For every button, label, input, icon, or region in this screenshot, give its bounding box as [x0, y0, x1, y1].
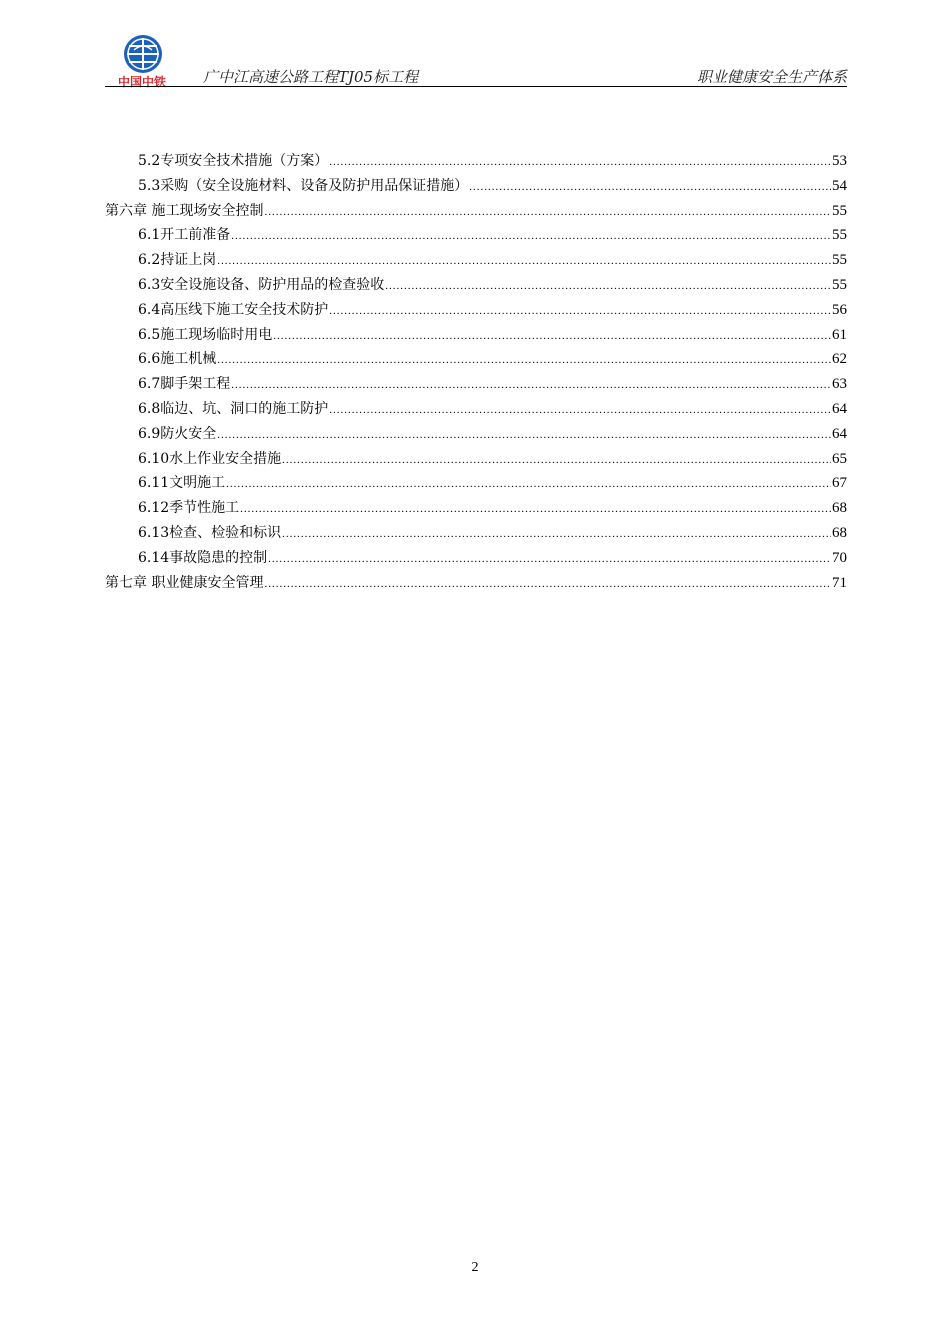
toc-entry-label: 第六章 施工现场安全控制: [105, 202, 264, 219]
toc-dot-leader: [329, 156, 831, 168]
toc-entry-page: 55: [832, 276, 847, 293]
toc-entry-page: 54: [832, 177, 847, 194]
toc-dot-leader: [217, 429, 831, 441]
toc-entry-label: 6.8临边、坑、洞口的施工防护: [138, 400, 329, 417]
toc-section-entry[interactable]: [105, 150, 847, 175]
toc-entry-page: 55: [832, 202, 847, 219]
toc-section-entry[interactable]: [105, 472, 847, 497]
toc-dot-leader: [226, 478, 831, 490]
toc-entry-label: 6.2持证上岗: [138, 252, 217, 269]
toc-entry-page: 55: [832, 252, 847, 269]
toc-section-entry[interactable]: [105, 249, 847, 274]
toc-dot-leader: [329, 404, 831, 416]
toc-dot-leader: [282, 454, 831, 466]
toc-dot-leader: [231, 230, 831, 242]
toc-chapter-entry[interactable]: [105, 572, 847, 597]
toc-entry-page: 64: [832, 400, 847, 417]
page-number: 2: [471, 1260, 479, 1275]
toc-entry-label: 6.9防火安全: [138, 425, 217, 442]
toc-section-entry[interactable]: [105, 373, 847, 398]
toc-entry-page: 53: [832, 153, 847, 169]
toc-dot-leader: [385, 280, 831, 292]
toc-entry-label: 6.14事故隐患的控制: [138, 549, 268, 566]
toc-dot-leader: [329, 305, 831, 317]
toc-entry-label: 6.1开工前准备: [138, 227, 231, 244]
toc-entry-label: 6.10水上作业安全措施: [138, 450, 282, 467]
toc-dot-leader: [264, 578, 831, 590]
toc-section-entry[interactable]: [105, 299, 847, 324]
toc-section-entry[interactable]: [105, 448, 847, 473]
toc-entry-page: 67: [832, 475, 847, 492]
toc-entry-page: 62: [832, 351, 847, 368]
toc-entry-page: 56: [832, 301, 847, 318]
toc-dot-leader: [231, 379, 831, 391]
toc-entry-label: 第七章 职业健康安全管理: [105, 574, 264, 591]
toc-entry-page: 63: [832, 376, 847, 393]
project-title: 广中江高速公路工程TJ05标工程: [203, 68, 419, 86]
toc-section-entry[interactable]: [105, 522, 847, 547]
toc-dot-leader: [217, 354, 831, 366]
toc-entry-label: 6.11文明施工: [138, 475, 226, 492]
table-of-contents: [105, 150, 847, 596]
toc-entry-page: 71: [832, 574, 847, 591]
toc-entry-page: 55: [832, 227, 847, 244]
toc-entry-page: 68: [832, 500, 847, 517]
toc-section-entry[interactable]: [105, 324, 847, 349]
logo-text: 中国中铁: [117, 75, 167, 89]
toc-entry-label: 6.7脚手架工程: [138, 376, 231, 393]
toc-entry-page: 61: [832, 326, 847, 343]
toc-entry-label: 6.4高压线下施工安全技术防护: [138, 301, 329, 318]
toc-entry-label: 6.12季节性施工: [138, 500, 240, 517]
toc-section-entry[interactable]: [105, 348, 847, 373]
toc-dot-leader: [217, 255, 831, 267]
toc-entry-label: 6.3安全设施设备、防护用品的检查验收: [138, 276, 385, 293]
toc-dot-leader: [240, 503, 831, 515]
header-divider: [105, 86, 847, 87]
company-logo: [107, 34, 177, 90]
page-header: [105, 34, 847, 88]
toc-section-entry[interactable]: [105, 423, 847, 448]
toc-entry-label: 6.6施工机械: [138, 351, 217, 368]
toc-section-entry[interactable]: [105, 175, 847, 200]
toc-section-entry[interactable]: [105, 497, 847, 522]
toc-section-entry[interactable]: [105, 274, 847, 299]
toc-entry-page: 68: [832, 524, 847, 541]
toc-dot-leader: [273, 330, 831, 342]
toc-entry-label: 5.2专项安全技术措施（方案）: [138, 153, 329, 169]
toc-entry-page: 64: [832, 425, 847, 442]
toc-section-entry[interactable]: [105, 547, 847, 572]
toc-dot-leader: [282, 528, 831, 540]
toc-entry-label: 5.3采购（安全设施材料、设备及防护用品保证措施）: [138, 177, 469, 194]
toc-entry-label: 6.13检查、检验和标识: [138, 524, 282, 541]
document-title: 职业健康安全生产体系: [696, 68, 847, 86]
toc-entry-page: 65: [832, 450, 847, 467]
toc-chapter-entry[interactable]: [105, 200, 847, 225]
toc-section-entry[interactable]: [105, 398, 847, 423]
toc-dot-leader: [268, 553, 831, 565]
toc-entry-page: 70: [832, 549, 847, 566]
toc-dot-leader: [469, 181, 831, 193]
toc-section-entry[interactable]: [105, 224, 847, 249]
toc-entry-label: 6.5施工现场临时用电: [138, 326, 273, 343]
toc-dot-leader: [264, 206, 831, 218]
